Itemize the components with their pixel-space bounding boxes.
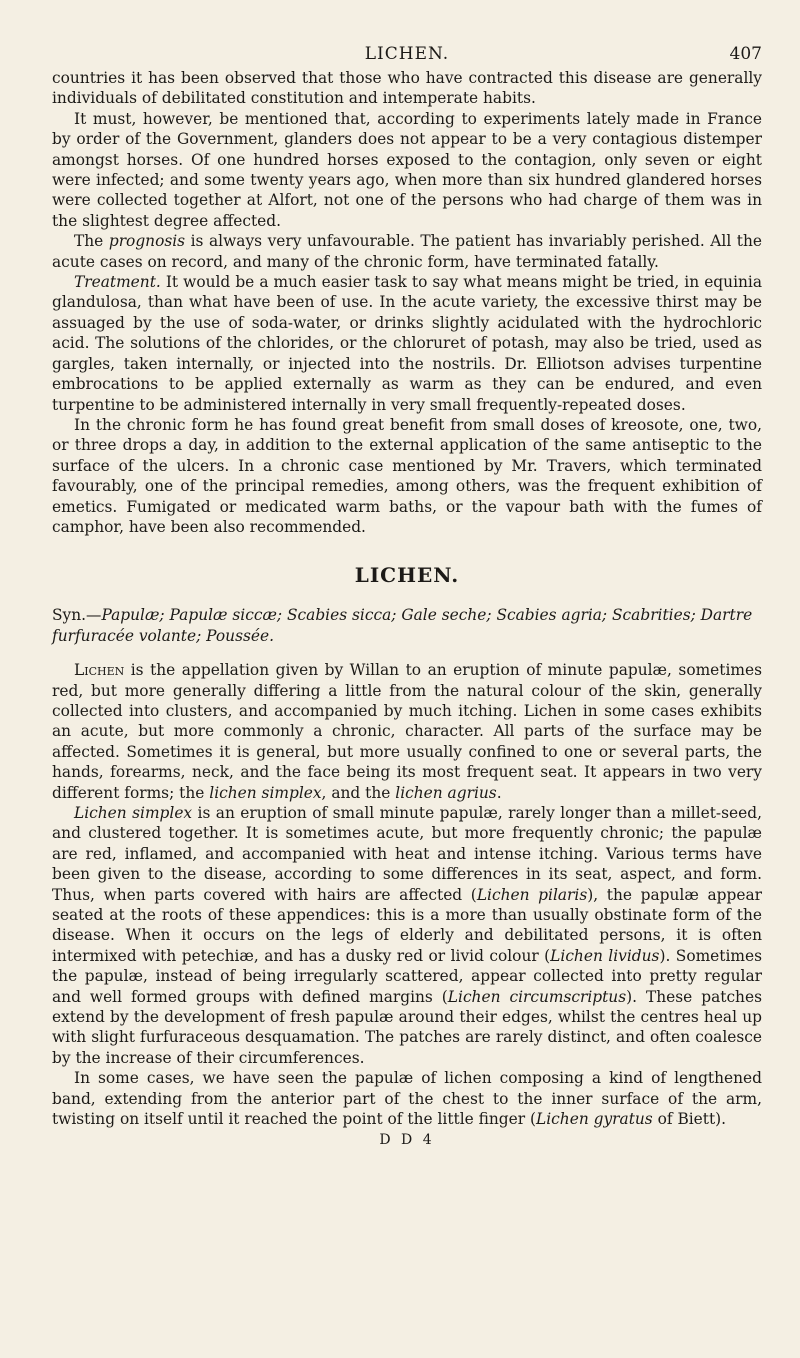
paragraph-glanders-contagion: It must, however, be mentioned that, according to experiments lately made in France by order of the Government, glanders does not appear to be a very contagious distemper amongst horses. Of one hundred horses exposed to the contagion, only seven or eight were infected; and some twenty years ago, when more than six hundred glandered horses were collected together at Alfort, not one of the persons who had charge of them was in the slightest degree affected. [52, 109, 762, 230]
term-lichen-simplex: Lichen simplex [74, 804, 193, 822]
paragraph-treatment: Treatment. It would be a much easier task to say what means might be tried, in equinia glandulosa, than what have been of use. In the acute variety, the excessive thirst may be assuaged by the use of soda-water, or drinks slightly acidulated with the hydrochloric acid. The solutions of the chlorides, or the chloruret of potash, may also be tried, used as gargles, taken internally, or injected into the nostrils. Dr. Elliotson advises turpentine embrocations to be applied externally as warm as they can be endured, and even turpentine to be administered internally in very small frequently-repeated doses. [52, 273, 762, 414]
synonyms-text: Papulæ; Papulæ siccæ; Scabies sicca; Gale seche; Scabies agria; Scabrities; Dartre furfuracée volante; Poussée. [52, 606, 753, 645]
section-heading: LICHEN. [354, 563, 460, 588]
paragraph-lichen-gyratus: In some cases, we have seen the papulæ of lichen composing a kind of lengthened band, extending from the anterior part of the chest to the inner surface of the arm, twisting on itself until it reached the point of the little finger (Lichen gyratus of Biett). [52, 1069, 762, 1129]
term-prognosis: prognosis [108, 232, 186, 251]
paragraph-prognosis: The prognosis is always very unfavourable. The patient has invariably perished. All the acute cases on record, and many of the chronic form, have terminated fatally. [52, 232, 762, 271]
running-title: LICHEN. [364, 44, 450, 64]
paragraph-chronic-form: In the chronic form he has found great benefit from small doses of kreosote, one, two, or three drops a day, in addition to the external application of the same antiseptic to the surface of the ulcers. In a chronic case mentioned by Mr. Travers, which terminated favourably, one of the principal remedies, among others, was the frequent exhibition of emetics. Fumigated or medicated warm baths, or the vapour bath with the fumes of camphor, have been also recommended. [52, 415, 762, 536]
term-treatment: Treatment. [74, 273, 161, 292]
running-header [52, 28, 762, 68]
paragraph-lichen-simplex: Lichen simplex is an eruption of small minute papulæ, rarely longer than a millet-seed, and clustered together. It is sometimes acute, but more frequently chronic; the papulæ are red, inflamed, and accompanied with heat and intense itching. Various terms have been given to the disease, according to some differences in its seat, aspect, and form. Thus, when parts covered with hairs are affected (Lichen pilaris), the papulæ appear seated at the roots of these appendices: this is a more than usually obstinate form of the disease. When it occurs on the legs of elderly and debilitated persons, it is often intermixed with petechiæ, and has a dusky red or livid colour (Lichen lividus). Sometimes the papulæ, instead of being irregularly scattered, appear collected into pretty regular and well formed groups with defined margins (Lichen circumscriptus). These patches extend by the development of fresh papulæ around their edges, whilst the centres heal up with slight furfuraceous desquamation. The patches are rarely distinct, and often coalesce by the increase of their circumferences. [52, 804, 762, 1067]
paragraph-continuation: countries it has been observed that those who have contracted this disease are generally individuals of debilitated constitution and intemperate habits. [52, 69, 762, 108]
signature-mark: D D 4 [379, 1131, 435, 1148]
lichen-lead: Lichen [74, 661, 125, 680]
page-number: 407 [729, 44, 762, 64]
paragraph-lichen-intro: Lichen is the appellation given by Willan to an eruption of minute papulæ, sometimes red, but more generally differing a little from the natural colour of the skin, generally collected into clusters, and accompanied by much itching. Lichen in some cases exhibits an acute, but more commonly a chronic, character. All parts of the surface may be affected. Sometimes it is general, but more usually confined to one or several parts, the hands, forearms, neck, and the face being its most frequent seat. It appears in two very different forms; the lichen simplex, and the lichen agrius. [52, 661, 762, 802]
synonyms-line [52, 605, 762, 646]
synonyms-label: Syn.— [52, 606, 102, 625]
